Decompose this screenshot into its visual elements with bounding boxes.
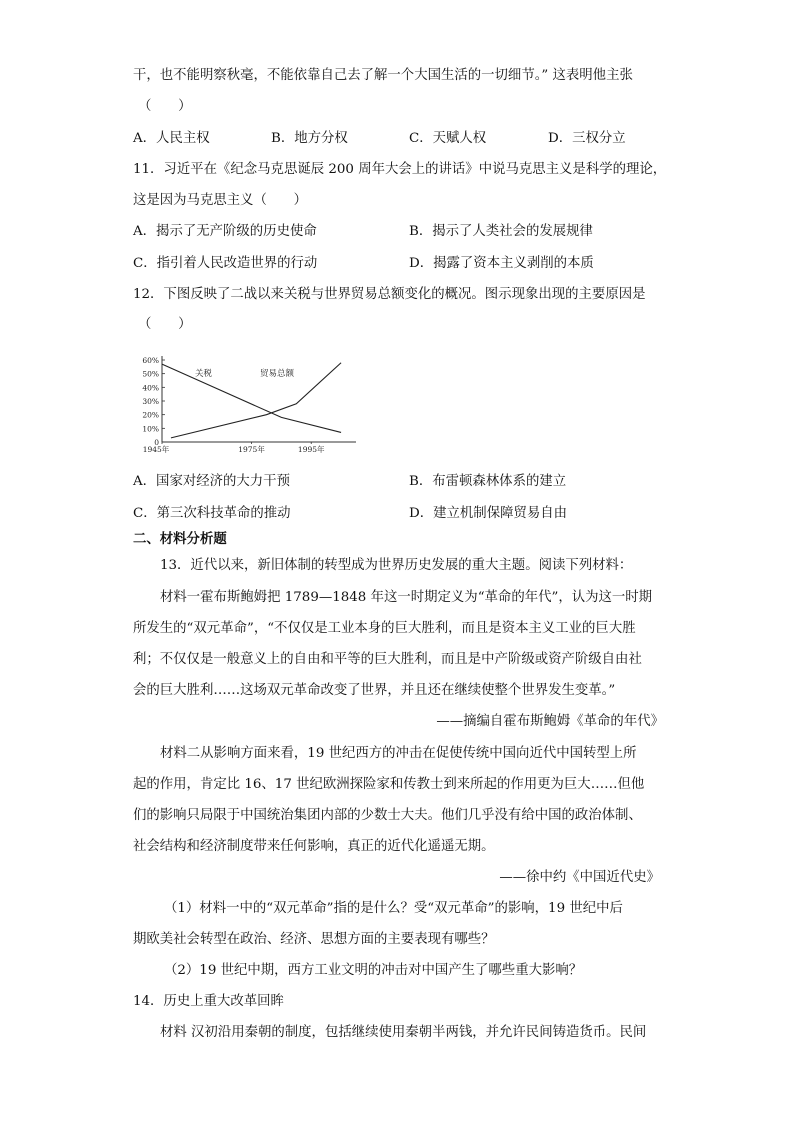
- q13-intro: 13．近代以来，新旧体制的转型成为世界历史发展的重大主题。阅读下列材料：: [160, 558, 633, 573]
- q11-option-b: B．揭示了人类社会的发展规律: [409, 224, 593, 239]
- q12-option-d: D．建立机制保障贸易自由: [409, 506, 568, 521]
- q12-option-b: B．布雷顿森林体系的建立: [409, 474, 567, 489]
- q11-option-c: C．指引着人民改造世界的行动: [133, 256, 318, 271]
- q10-option-d: D．三权分立: [548, 131, 626, 146]
- series-label-trade: 贸易总额: [260, 369, 295, 379]
- y-tick-label: 10%: [142, 424, 159, 434]
- x-tick-label: 1945年: [142, 445, 170, 454]
- y-tick-label: 0: [154, 438, 159, 447]
- q10-option-c: C．天赋人权: [409, 131, 487, 146]
- q11-option-a: A．揭示了无产阶级的历史使命: [133, 224, 317, 239]
- series-line-tariff: [162, 364, 341, 432]
- x-tick-label: 1975年: [238, 445, 265, 454]
- q14-material: 材料 汉初沿用秦朝的制度，包括继续使用秦朝半两钱，并允许民间铸造货币。民间: [160, 1025, 647, 1040]
- q13-material1-line3: 利；不仅仅是一般意义上的自由和平等的巨大胜利，而且是中产阶级或资产阶级自由社: [133, 652, 642, 667]
- q12-option-c: C．第三次科技革命的推动: [133, 506, 291, 521]
- q13-material2-line2: 起的作用，肯定比 16、17 世纪欧洲探险家和传教士到来所起的作用更为巨大……但他: [133, 777, 645, 792]
- chart-series: [162, 363, 341, 438]
- q11-stem-line1: 11．习近平在《纪念马克思诞辰 200 周年大会上的讲话》中说马克思主义是科学的理论，: [133, 162, 667, 177]
- q13-material2-line1: 材料二从影响方面来看，19 世纪西方的冲击在促使传统中国向近代中国转型上所: [160, 746, 637, 761]
- q12-stem-line1: 12．下图反映了二战以来关税与世界贸易总额变化的概况。图示现象出现的主要原因是: [133, 287, 646, 302]
- q13-material1-line2: 所发生的“双元革命”，“不仅仅是工业本身的巨大胜利，而且是资本主义工业的巨大胜: [133, 621, 636, 636]
- y-tick-label: 60%: [142, 356, 159, 365]
- y-tick-label: 50%: [142, 369, 159, 379]
- q13-material2-line3: 们的影响只局限于中国统治集团内部的少数士大夫。他们几乎没有给中国的政治体制、: [133, 808, 642, 823]
- q10-option-b: B．地方分权: [271, 131, 348, 146]
- y-tick-label: 30%: [142, 397, 159, 406]
- y-tick-label: 20%: [142, 410, 159, 420]
- q13-sub1-line1: （1）材料一中的“双元革命”指的是什么？受“双元革命”的影响，19 世纪中后: [164, 901, 623, 916]
- q13-material1-line4: 会的巨大胜利……这场双元革命改变了世界，并且还在继续使整个世界发生变革。”: [133, 683, 616, 698]
- q10-answer-bracket: （ ）: [138, 99, 192, 114]
- y-tick-label: 40%: [142, 383, 159, 393]
- q13-sub2: （2）19 世纪中期，西方工业文明的冲击对中国产生了哪些重大影响？: [164, 963, 583, 978]
- q13-material2-source: ——徐中约《中国近代史》: [499, 870, 660, 885]
- series-label-tariff: 关税: [195, 369, 213, 379]
- tariff-trade-chart: [138, 352, 363, 460]
- q12-answer-bracket: （ ）: [138, 317, 192, 332]
- q13-material1-source: ——摘编自霍布斯鲍姆《革命的年代》: [436, 714, 664, 729]
- chart-x-ticks: [143, 442, 325, 454]
- section-title: 二、材料分析题: [133, 531, 227, 547]
- q13-material2-line4: 社会结构和经济制度带来任何影响，真正的近代化遥遥无期。: [133, 839, 495, 854]
- q13-sub1-line2: 期欧美社会转型在政治、经济、思想方面的主要表现有哪些？: [133, 932, 495, 947]
- q12-option-a: A．国家对经济的大力干预: [133, 474, 290, 489]
- q11-option-d: D．揭露了资本主义剥削的本质: [409, 256, 594, 271]
- q10-option-a: A．人民主权: [133, 131, 210, 146]
- q11-stem-line2: 这是因为马克思主义（ ）: [133, 193, 308, 208]
- x-tick-label: 1995年: [297, 445, 325, 454]
- q14-title: 14．历史上重大改革回眸: [133, 994, 284, 1009]
- q13-material1-line1: 材料一霍布斯鲍姆把 1789—1848 年这一时期定义为“革命的年代”，认为这一时期: [160, 590, 653, 605]
- q10-text-line: 干，也不能明察秋毫，不能依靠自己去了解一个大国生活的一切细节。” 这表明他主张: [133, 68, 633, 83]
